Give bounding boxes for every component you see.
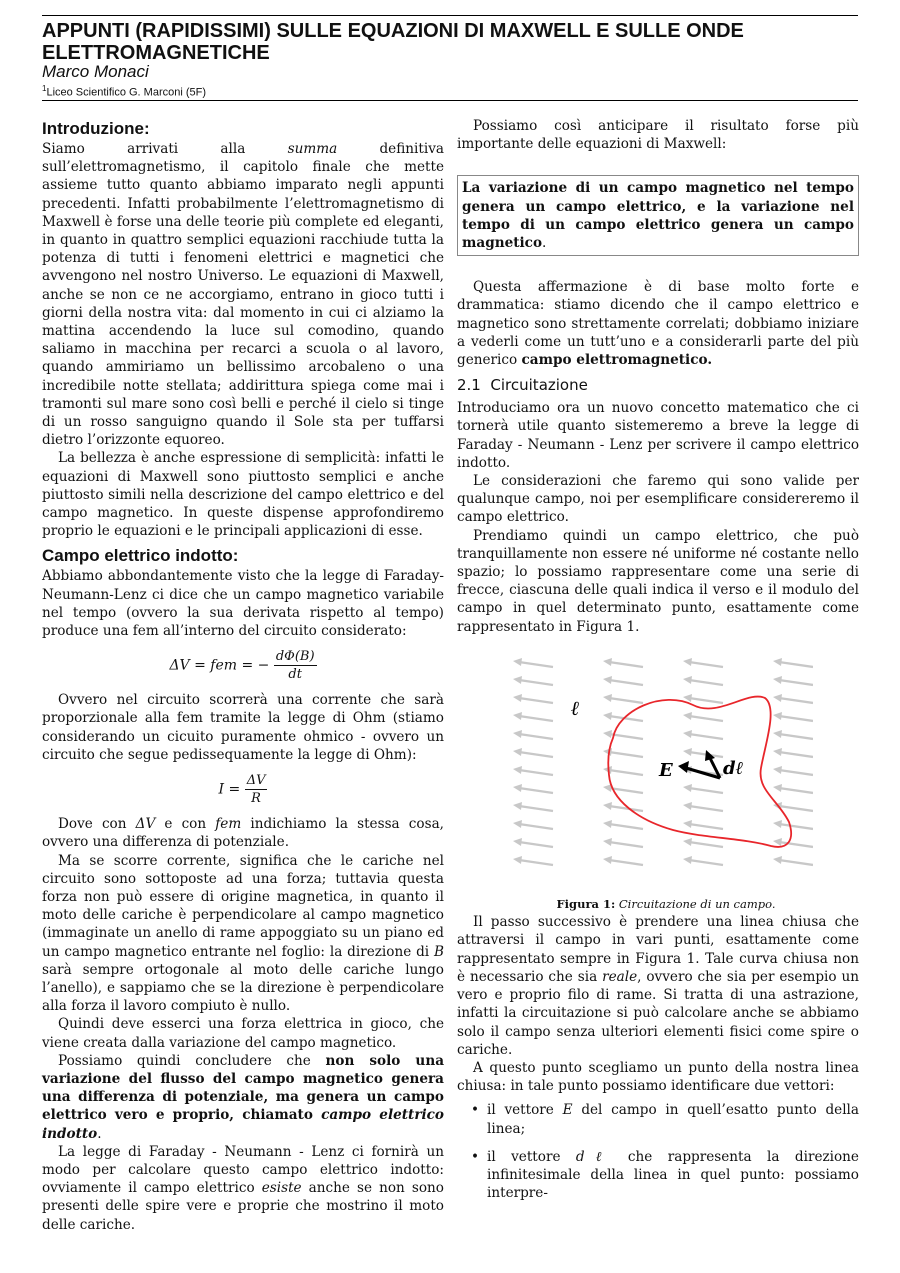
equation-faraday: ΔV = fem = − $\frac{d\Phi(B)}{dt}$ — [169, 649, 315, 683]
field-arrow-head — [603, 856, 612, 864]
paragraph: La legge di Faraday - Neumann - Lenz ci fornirà un modo per calcolare questo campo elettrico indotto: ovviamente il campo elettrico esiste anche se non sono presenti delle spire vere e proprie che mostrino il moto delle cariche. — [42, 1143, 444, 1233]
field-arrow — [519, 680, 553, 685]
field-arrow — [779, 680, 813, 685]
field-arrow-head — [773, 694, 782, 702]
field-arrow-head — [603, 676, 612, 684]
field-arrow — [519, 716, 553, 721]
field-arrow-head — [773, 730, 782, 738]
affiliation-text: Liceo Scientifico G. Marconi (5F) — [46, 86, 207, 99]
field-arrow — [519, 770, 553, 775]
field-arrow-head — [603, 694, 612, 702]
vector-list — [457, 1101, 859, 1202]
top-rule — [42, 15, 858, 16]
field-arrow-head — [513, 766, 522, 774]
label-ell: ℓ — [571, 695, 580, 720]
field-arrow-head — [773, 676, 782, 684]
field-arrow — [779, 824, 813, 829]
paragraph: Abbiamo abbondantemente visto che la legge di Faraday-Neumann-Lenz ci dice che un campo magnetico variabile nel tempo (ovvero la sua derivata rispetto al tempo) produce una fem all’interno del circuito considerato: — [42, 568, 444, 640]
field-arrow — [519, 824, 553, 829]
field-arrow — [689, 734, 723, 739]
field-arrow-head — [683, 784, 692, 792]
field-arrow-head — [683, 730, 692, 738]
paragraph: Possiamo quindi concludere che non solo una variazione del flusso del campo magnetico genera una differenza di potenziale, ma genera un campo elettrico vero e proprio, chiamato campo elettrico indotto. — [42, 1052, 445, 1142]
field-arrow — [519, 788, 553, 793]
field-arrow-head — [603, 730, 612, 738]
affiliation-mark: 1 — [42, 84, 47, 93]
field-arrow — [779, 788, 813, 793]
field-arrow — [519, 806, 553, 811]
list-item: • il vettore E del campo in quell’esatto punto della linea; — [457, 1101, 859, 1137]
field-arrow — [519, 662, 553, 667]
field-arrow-head — [603, 658, 612, 666]
field-arrow — [779, 716, 813, 721]
field-arrow-head — [513, 676, 522, 684]
field-arrow-head — [603, 748, 612, 756]
field-arrow-head — [683, 838, 692, 846]
field-diagram — [503, 650, 813, 890]
field-arrow-head — [513, 784, 522, 792]
field-arrow-head — [773, 820, 782, 828]
field-arrow-head — [603, 820, 612, 828]
paragraph: Dove con ΔV e con fem indichiamo la stessa cosa, ovvero una differenza di potenziale. — [42, 816, 444, 851]
paragraph: Il passo successivo è prendere una linea chiusa che attraversi il campo in vari punti, esattamente come rappresentato sempre in Figura 1. Tale curva chiusa non è necessario che sia reale, ovvero che sia per esempio un vero e proprio filo di rame. Si tratta di una astrazione, infatti la circuitazione si può calcolare anche se abbiamo solo il campo senza ulteriori elementi fisici come spire o cariche. — [457, 914, 859, 1058]
list-item: • il vettore dℓ che rappresenta la direzione infinitesimale della linea in quel punto: possiamo interpre- — [457, 1148, 859, 1203]
field-arrow-head — [513, 712, 522, 720]
field-arrow-head — [683, 856, 692, 864]
field-arrow — [689, 860, 723, 865]
left-column — [42, 117, 444, 1234]
field-arrow — [609, 770, 643, 775]
field-arrow — [779, 860, 813, 865]
field-arrow-head — [683, 712, 692, 720]
field-arrow — [779, 662, 813, 667]
field-arrow-head — [683, 676, 692, 684]
field-arrow-head — [513, 802, 522, 810]
field-arrow-head — [513, 658, 522, 666]
field-arrow-head — [513, 748, 522, 756]
field-arrow — [779, 770, 813, 775]
paragraph: Introduciamo ora un nuovo concetto matematico che ci tornerà utile quanto sistemeremo a breve la legge di Faraday - Neumann - Lenz per scrivere il campo elettrico indotto. — [457, 400, 859, 471]
field-arrow-head — [513, 820, 522, 828]
field-arrow-head — [773, 712, 782, 720]
field-arrow — [689, 788, 723, 793]
field-arrow-head — [773, 766, 782, 774]
field-arrow-head — [683, 802, 692, 810]
field-arrow — [609, 698, 643, 703]
field-arrow-head — [683, 820, 692, 828]
field-arrow — [689, 824, 723, 829]
field-arrow — [519, 698, 553, 703]
field-arrow — [609, 842, 643, 847]
field-arrow-head — [603, 712, 612, 720]
field-arrow — [779, 752, 813, 757]
figure-caption: Figura 1: Circuitazione di un campo. — [556, 897, 776, 912]
field-arrow — [519, 842, 553, 847]
field-arrow — [689, 662, 723, 667]
label-e: E — [659, 759, 673, 781]
field-arrow-head — [773, 856, 782, 864]
paragraph: Ovvero nel circuito scorrerà una corrente che sarà proporzionale alla fem tramite la legge di Ohm (stiamo considerando un cicuito puramente ohmico - ovvero un circuito che segue pedissequamente la legge di Ohm): — [42, 692, 444, 763]
paragraph: Questa affermazione è di base molto forte e drammatica: stiamo dicendo che il campo elettrico e magnetico sono strettamente correlati; dobbiamo iniziare a vederli come un tutt’uno e a considerarli parte del più generico campo elettromagnetico. — [457, 279, 859, 369]
field-arrow — [689, 698, 723, 703]
paragraph: La bellezza è anche espressione di semplicità: infatti le equazioni di Maxwell sono piuttosto semplici e anche piuttosto simili nella descrizione del campo elettrico e del campo magnetico. In queste dispense approfondiremo proprio le equazioni e le principali applicazioni di esse. — [42, 450, 444, 540]
figure-circuitazione — [457, 650, 859, 895]
field-arrow — [609, 752, 643, 757]
paragraph: Quindi deve esserci una forza elettrica in gioco, che viene creata dalla variazione del campo magnetico. — [42, 1016, 444, 1051]
field-arrow-head — [513, 730, 522, 738]
field-arrow-head — [773, 658, 782, 666]
field-arrow — [779, 734, 813, 739]
label-dl: dℓ — [723, 757, 744, 779]
field-arrow-head — [603, 838, 612, 846]
field-arrow-head — [773, 838, 782, 846]
paragraph: Siamo arrivati alla summa definitiva sull’elettromagnetismo, il capitolo finale che mette assieme tutto quanto abbiamo imparato negli appunti precedenti. Infatti probabilmente l’elettromagnetismo di Maxwell è forse una delle teorie più complete ed eleganti, in quanto in quattro semplici equazioni racchiude tutta la potenza di tutti i fenomeni elettrici e magnetici che avvengono nel nostro Universo. Le equazioni di Maxwell, anche se non ce ne accorgiamo, entrano in gioco tutti i giorni della nostra vita: dal momento in cui ci alziamo la mattina accendendo la luce sul comodino, quando saliamo in macchina per recarci a scuola o al lavoro, quando ammiriamo un bellissimo arcobaleno o una incredibile notte stellata; addirittura spiega come mai i tramonti sul mare sono così belli e perché il cielo si tinge di un rosso sanguigno quando il Sole sta per tuffarsi dietro l’orizzonte equoreo. — [42, 141, 444, 449]
paragraph: Prendiamo quindi un campo elettrico, che può tranquillamente non essere né uniforme né costante nello spazio; lo possiamo rappresentare come una serie di frecce, ciascuna delle quali indica il verso e il modulo del campo in quel determinato punto, esattamente come rappresentato in Figura 1. — [457, 527, 859, 635]
paragraph: Le considerazioni che faremo qui sono valide per qualunque campo, noi per esemplificare considereremo il campo elettrico. — [457, 473, 859, 526]
affiliation — [42, 82, 206, 100]
field-arrow — [609, 860, 643, 865]
field-arrow-head — [603, 802, 612, 810]
field-arrow — [519, 734, 553, 739]
field-arrow — [609, 662, 643, 667]
field-arrow — [689, 680, 723, 685]
field-arrow — [609, 824, 643, 829]
paragraph: Ma se scorre corrente, significa che le cariche nel circuito sono sottoposte ad una forza; tuttavia questa forza non può essere di origine magnetica, in quanto il moto delle cariche è perpendicolare al campo magnetico (immaginate un anello di rame appoggiato su un piano ed un campo magnetico entrante nel foglio: la direzione di B sarà sempre ortogonale al moto delle cariche lungo l’anello), e sappiamo che se la direzione è perpendicolare alla forza il lavoro compiuto è nullo. — [42, 852, 444, 1015]
field-arrow-head — [513, 838, 522, 846]
field-arrow-head — [513, 856, 522, 864]
field-arrow — [689, 842, 723, 847]
field-arrow — [689, 806, 723, 811]
field-arrow — [689, 716, 723, 721]
section-heading-campo-elettrico: Campo elettrico indotto: — [42, 546, 239, 566]
field-arrow — [779, 806, 813, 811]
field-arrow — [519, 752, 553, 757]
field-arrow-head — [513, 694, 522, 702]
field-arrow-head — [773, 748, 782, 756]
field-arrow — [609, 680, 643, 685]
subsection-heading: 2.1 Circuitazione — [457, 376, 588, 395]
key-statement-box: La variazione di un campo magnetico nel tempo genera un campo elettrico, e la variazione nel tempo di un campo elettrico genera un campo magnetico. — [457, 175, 859, 256]
field-arrow-head — [683, 658, 692, 666]
field-arrow-head — [773, 784, 782, 792]
paper-title: APPUNTI (RAPIDISSIMI) SULLE EQUAZIONI DI MAXWELL E SULLE ONDE ELETTROMAGNETICHE — [42, 20, 744, 64]
paragraph: A questo punto scegliamo un punto della nostra linea chiusa: in tale punto possiamo identificare due vettori: — [457, 1059, 859, 1095]
section-heading-introduzione: Introduzione: — [42, 119, 150, 138]
field-arrow-head — [683, 748, 692, 756]
header-rule — [42, 100, 858, 101]
field-arrow — [779, 698, 813, 703]
equation-ohm: I = $\frac{\Delta V}{R}$ — [218, 773, 266, 807]
right-column — [457, 117, 859, 1212]
author-name: Marco Monaci — [42, 62, 149, 81]
field-arrow — [519, 860, 553, 865]
paragraph: Possiamo così anticipare il risultato forse più importante delle equazioni di Maxwell: — [457, 118, 859, 153]
